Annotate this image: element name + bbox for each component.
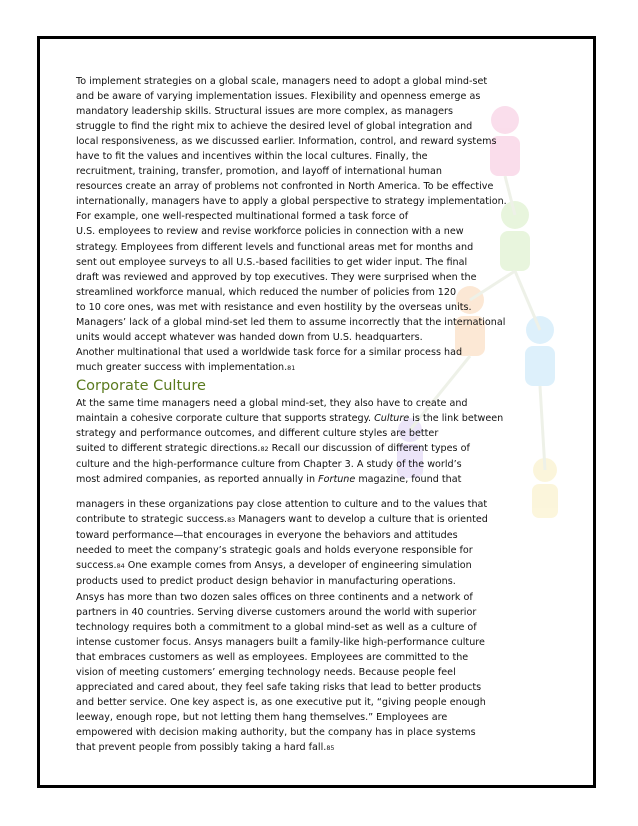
text-line: To implement strategies on a global scale, managers need to adopt a global mind-set — [76, 76, 488, 87]
text-line: empowered with decision making authority, but the company has in place systems — [76, 726, 476, 738]
text-line — [76, 360, 546, 376]
text-segment: maintain a cohesive corporate culture that supports strategy. — [76, 412, 375, 424]
text-segment: magazine, found that — [355, 474, 462, 486]
text-line: U.S. employees to review and revise workforce policies in connection with a new — [76, 226, 464, 238]
text-line: strategy and performance outcomes, and different culture styles are better — [76, 428, 439, 440]
text-segment: contribute to strategic success. — [76, 514, 228, 526]
text-line: strategy. Employees from different levels and functional areas met for months and — [76, 241, 474, 253]
text-segment: that prevent people from possibly taking a hard fall. — [76, 741, 327, 753]
text-line: sent out employee surveys to all U.S.-based facilities to get wider input. The final — [76, 256, 468, 268]
text-line: struggle to find the right mix to achieve the desired level of global integration and — [76, 121, 473, 133]
footnote-ref: 84 — [116, 562, 125, 571]
text-line: units would accept whatever was handed down from U.S. headquarters. — [76, 331, 423, 343]
text-line: that embraces customers as well as employees. Employees are committed to the — [76, 651, 469, 663]
italic-term: Fortune — [318, 474, 356, 486]
text-line — [76, 512, 546, 528]
text-line: internationally, managers have to apply a global perspective to strategy implementation. — [76, 196, 507, 208]
text-line: vision of meeting customers’ emerging technology needs. Because people feel — [76, 666, 456, 678]
text-line: Another multinational that used a worldwide task force for a similar process had — [76, 346, 463, 358]
text-line: partners in 40 countries. Serving diverse customers around the world with superior — [76, 606, 477, 618]
text-line: draft was reviewed and approved by top executives. They were surprised when the — [76, 271, 477, 283]
text-line: to 10 core ones, was met with resistance and even hostility by the overseas units. — [76, 301, 472, 313]
text-segment: success. — [76, 560, 117, 572]
text-segment: is the link between — [409, 412, 504, 424]
text-line: needed to meet the company’s strategic goals and holds everyone responsible for — [76, 545, 473, 557]
footnote-ref: 85 — [326, 743, 335, 752]
text-line — [76, 441, 546, 457]
document-body — [76, 74, 546, 756]
text-line: and be aware of varying implementation issues. Flexibility and openness emerge as — [76, 91, 481, 103]
text-line: managers in these organizations pay close attention to culture and to the values that — [76, 499, 488, 511]
text-line: Managers’ lack of a global mind-set led them to assume incorrectly that the international — [76, 316, 506, 328]
text-segment: suited to different strategic directions. — [76, 443, 261, 455]
text-segment: most admired companies, as reported annually in — [76, 474, 319, 486]
text-line: resources create an array of problems not confronted in North America. To be effective — [76, 181, 494, 193]
text-line: leeway, enough rope, but not letting them hang themselves.” Employees are — [76, 711, 448, 723]
footnote-ref: 83 — [227, 516, 236, 525]
text-line: streamlined workforce manual, which reduced the number of policies from 120 — [76, 286, 457, 298]
text-line: For example, one well-respected multinational formed a task force of — [76, 211, 409, 223]
text-line: recruitment, training, transfer, promotion, and layoff of international human — [76, 166, 442, 178]
text-line: intense customer focus. Ansys managers built a family-like high-performance culture — [76, 636, 485, 648]
text-line: technology requires both a commitment to a global mind-set as well as a culture of — [76, 621, 477, 633]
text-line — [76, 472, 546, 487]
footnote-ref: 82 — [260, 445, 269, 454]
text-line: At the same time managers need a global mind-set, they also have to create and — [76, 397, 468, 409]
text-line — [76, 411, 546, 426]
text-segment: One example comes from Ansys, a developer of engineering simulation — [124, 560, 472, 572]
paragraph-global-strategy — [76, 74, 546, 376]
text-line: have to fit the values and incentives within the local cultures. Finally, the — [76, 151, 428, 163]
paragraph-ansys-example — [76, 497, 546, 756]
text-line: local responsiveness, as we discussed earlier. Information, control, and reward systems — [76, 136, 497, 148]
section-heading: Corporate Culture — [76, 377, 206, 394]
text-line: culture and the high-performance culture from Chapter 3. A study of the world’s — [76, 459, 462, 471]
text-line: Ansys has more than two dozen sales offices on three continents and a network of — [76, 591, 473, 603]
text-segment: much greater success with implementation. — [76, 361, 288, 373]
text-segment: Recall our discussion of different types of — [268, 443, 470, 455]
text-segment: Managers want to develop a culture that is oriented — [235, 514, 488, 526]
text-line — [76, 740, 546, 756]
paragraph-corporate-culture — [76, 396, 546, 487]
text-line: toward performance—that encourages in everyone the behaviors and attitudes — [76, 530, 458, 542]
text-line — [76, 558, 546, 574]
text-line: and better service. One key aspect is, as one executive put it, “giving people enough — [76, 696, 486, 708]
text-line: products used to predict product design behavior in manufacturing operations. — [76, 576, 456, 588]
text-line: mandatory leadership skills. Structural issues are more complex, as managers — [76, 106, 453, 118]
text-line: appreciated and cared about, they feel safe taking risks that lead to better products — [76, 681, 482, 693]
footnote-ref: 81 — [287, 363, 296, 372]
paragraph-gap — [76, 487, 546, 497]
italic-term: Culture — [374, 412, 410, 424]
